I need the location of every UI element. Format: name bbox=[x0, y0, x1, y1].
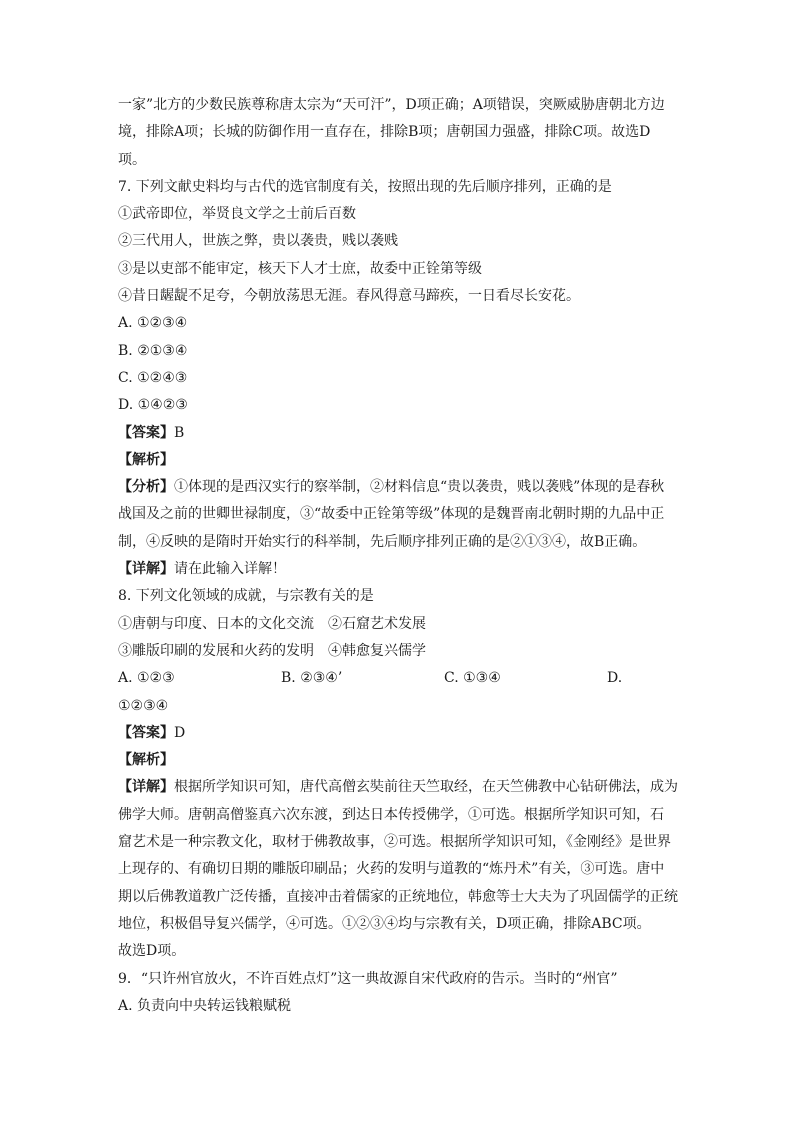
answer-label: 【答案】 bbox=[118, 424, 174, 441]
option-c: C. ①②④③ bbox=[118, 369, 188, 386]
answer-value: B bbox=[174, 424, 185, 441]
analysis-label: 【解析】 bbox=[118, 451, 174, 468]
answer-line bbox=[118, 420, 678, 447]
text-line: 境，排除A项；长城的防御作用一直存在，排除B项；唐朝国力强盛，排除C项。故选D bbox=[118, 124, 651, 141]
statement-item: ③是以吏部不能审定，核天下人才士庶，故委中正铨第等级 bbox=[118, 260, 482, 277]
option-d-value: ①②③④ bbox=[118, 697, 169, 714]
option-a: A. ①②③ bbox=[118, 670, 175, 687]
detail-label: 【详解】 bbox=[118, 561, 174, 578]
text-line: 制，④反映的是隋时开始实行的科举制，先后顺序排列正确的是②①③④，故B正确。 bbox=[118, 533, 647, 550]
question-stem: 8. 下列文化领域的成就，与宗教有关的是 bbox=[118, 588, 374, 605]
statement-item: ①武帝即位，举贤良文学之士前后百数 bbox=[118, 206, 356, 223]
statement-items: ①唐朝与印度、日本的文化交流 ②石窟艺术发展 bbox=[118, 615, 426, 632]
option-b: B. ②①③④ bbox=[118, 342, 188, 359]
option-c: C. ①③④ bbox=[444, 670, 501, 687]
detail-text: 请在此输入详解！ bbox=[174, 561, 286, 578]
option-d-label: D. bbox=[607, 670, 623, 687]
question-6-explanation-tail bbox=[118, 92, 678, 174]
document-page bbox=[118, 92, 678, 1020]
question-8 bbox=[118, 583, 678, 965]
question-7 bbox=[118, 174, 678, 583]
question-stem: 9．“只许州官放火，不许百姓点灯”这一典故源自宋代政府的告示。当时的“州官” bbox=[118, 970, 618, 987]
option-a: A. 负责向中央转运钱粮赋税 bbox=[118, 997, 292, 1014]
analysis-label: 【解析】 bbox=[118, 752, 174, 769]
text-line: 窟艺术是一种宗教文化，取材于佛教故事，②可选。根据所学知识可知，《金刚经》是世界 bbox=[118, 834, 671, 851]
text-line: 地位，积极倡导复兴儒学，④可选。①②③④均与宗教有关，D项正确，排除ABC项。 bbox=[118, 915, 651, 932]
statement-items: ③雕版印刷的发展和火药的发明 ④韩愈复兴儒学 bbox=[118, 642, 426, 659]
statement-item: ②三代用人，世族之弊，贵以袭贵，贱以袭贱 bbox=[118, 233, 398, 250]
answer-value: D bbox=[174, 724, 186, 741]
options-row bbox=[118, 665, 678, 692]
text-line: 项。 bbox=[118, 151, 146, 168]
text-line: 一家”北方的少数民族尊称唐太宗为“天可汗”，D项正确；A项错误，突厥威胁唐朝北方边 bbox=[118, 97, 665, 113]
detail-line bbox=[118, 774, 678, 801]
statement-item: ④昔日龌龊不足夸，今朝放荡思无涯。春风得意马蹄疾，一日看尽长安花。 bbox=[118, 288, 580, 305]
fenxi-label: 【分析】 bbox=[118, 479, 174, 496]
fenxi-line bbox=[118, 474, 678, 501]
text-line: 故选D项。 bbox=[118, 943, 186, 960]
question-9 bbox=[118, 966, 678, 1021]
text-line: 上现存的、有确切日期的雕版印刷品；火药的发明与道教的“炼丹术”有关，③可选。唐中 bbox=[118, 861, 665, 878]
option-b: B. ②③④’ bbox=[281, 670, 343, 687]
question-stem: 7. 下列文献史料均与古代的选官制度有关，按照出现的先后顺序排列，正确的是 bbox=[118, 178, 612, 195]
answer-line bbox=[118, 720, 678, 747]
text-line: 战国及之前的世卿世禄制度，③“故委中正铨第等级”体现的是魏晋南北朝时期的九品中正 bbox=[118, 506, 665, 523]
text-line: 佛学大师。唐朝高僧鉴真六次东渡，到达日本传授佛学，①可选。根据所学知识可知，石 bbox=[118, 806, 664, 823]
option-a: A. ①②③④ bbox=[118, 315, 188, 332]
option-d: D. ①④②③ bbox=[118, 397, 188, 414]
detail-text: 根据所学知识可知，唐代高僧玄奘前往天竺取经，在天竺佛教中心钻研佛法，成为 bbox=[174, 779, 678, 796]
detail-line bbox=[118, 556, 678, 583]
fenxi-text: ①体现的是西汉实行的察举制，②材料信息“贵以袭贵，贱以袭贱”体现的是春秋 bbox=[174, 479, 665, 496]
text-line: 期以后佛教道教广泛传播，直接冲击着儒家的正统地位，韩愈等士大夫为了巩固儒学的正统 bbox=[118, 888, 678, 905]
detail-label: 【详解】 bbox=[118, 779, 174, 796]
answer-label: 【答案】 bbox=[118, 724, 174, 741]
